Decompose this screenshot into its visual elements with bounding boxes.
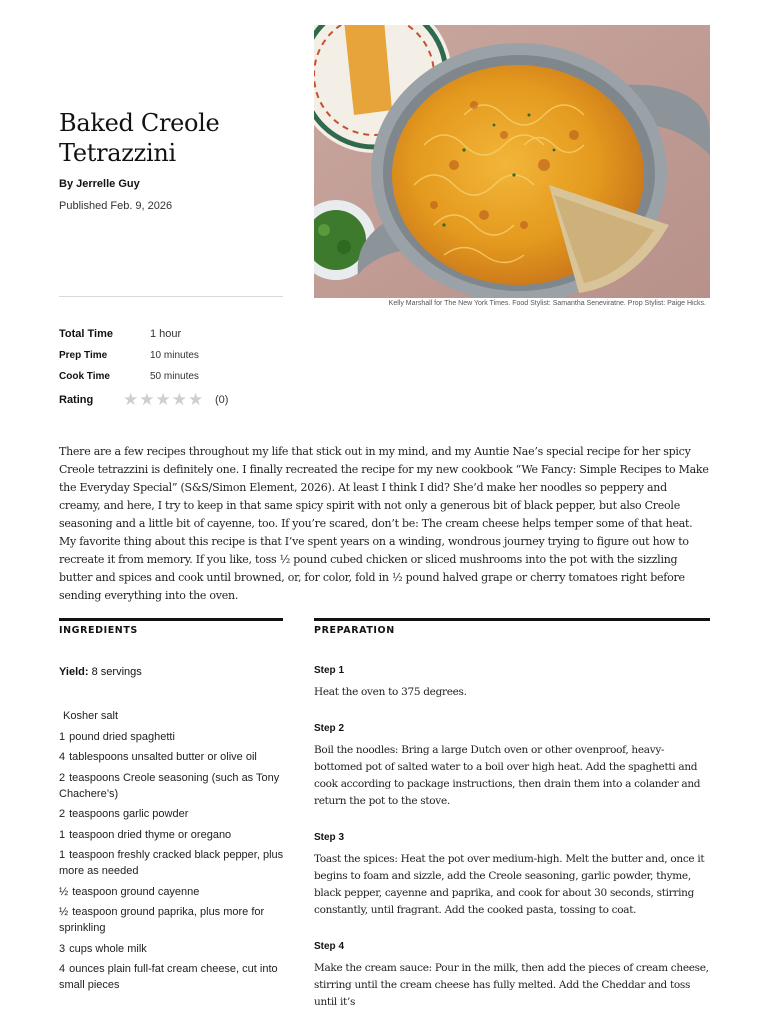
ingredient-text: teaspoons Creole seasoning (such as Tony Chachere’s): [59, 771, 280, 800]
ingredient-qty: ½: [59, 906, 69, 918]
yield: [59, 666, 142, 678]
step-label: Step 2: [314, 723, 345, 734]
ingredient-qty: 2: [59, 771, 66, 784]
recipe-meta: [59, 328, 299, 415]
ingredient-qty: ½: [59, 885, 69, 898]
prep-time-row: [59, 350, 299, 371]
ingredient-text: pound dried spaghetti: [69, 730, 175, 743]
step-text: Heat the oven to 375 degrees.: [314, 686, 467, 698]
ingredient-item: [59, 749, 291, 765]
ingredient-text: teaspoon ground paprika, plus more for sprinkling: [59, 906, 265, 934]
ingredients-rule: [59, 618, 283, 621]
step-label: Step 4: [314, 941, 345, 952]
ingredient-item: [59, 961, 291, 993]
ingredient-item: [59, 904, 291, 936]
step-text: Boil the noodles: Bring a large Dutch oven or other ovenproof, heavy-bottomed pot of salted water to a boil over high heat. Add the spaghetti and cook according to package instructions, then drain them into a colander and return the pot to the stove.: [314, 744, 701, 807]
yield-label: Yield:: [59, 666, 89, 678]
ingredient-qty: 1: [59, 849, 66, 861]
star-icon[interactable]: ★: [155, 390, 171, 409]
rating-row: [59, 390, 299, 415]
ingredient-text: teaspoon dried thyme or oregano: [69, 828, 232, 841]
ingredient-item: [59, 847, 291, 879]
rating-label: Rating: [59, 394, 94, 406]
step-label: Step 3: [314, 832, 345, 843]
cook-time-row: [59, 371, 299, 392]
star-icon[interactable]: ★: [139, 390, 155, 409]
ingredient-list: [59, 708, 291, 998]
header-divider: [59, 296, 283, 297]
preparation-heading: PREPARATION: [314, 625, 395, 636]
ingredient-text: cups whole milk: [69, 942, 147, 955]
prep-time-label: Prep Time: [59, 350, 108, 361]
ingredient-qty: 1: [59, 828, 66, 841]
ingredient-item: [59, 806, 291, 822]
author-byline[interactable]: By Jerrelle Guy: [59, 178, 140, 190]
rating-count: (0): [215, 394, 229, 406]
star-icon[interactable]: ★: [171, 390, 187, 409]
ingredient-qty: 4: [59, 751, 66, 763]
total-time-value: 1 hour: [150, 328, 182, 340]
step-text: Toast the spices: Heat the pot over medium-high. Melt the butter and, once it begins to foam and sizzle, add the Creole seasoning, garlic powder, thyme, black pepper, cayenne and paprika, and cook for about 30 seconds, stirring constantly, until fragrant. Add the cooked pasta, tossing to coat.: [314, 853, 705, 916]
ingredient-qty: 3: [59, 942, 66, 955]
photo-credit: Kelly Marshall for The New York Times. Food Stylist: Samantha Seneviratne. Prop Stylist: Paige Hicks.: [388, 300, 706, 307]
step-1: [314, 665, 710, 701]
ingredient-item: [59, 770, 291, 802]
published-date: Published Feb. 9, 2026: [59, 200, 173, 212]
step-text: Make the cream sauce: Pour in the milk, then add the pieces of cream cheese, stirring until the cream cheese has fully melted. Add the Cheddar and toss until it’s: [314, 962, 709, 1008]
preparation-rule: [314, 618, 710, 621]
step-3: [314, 832, 710, 919]
total-time-label: Total Time: [59, 328, 113, 340]
ingredient-qty: 2: [59, 808, 66, 820]
ingredient-item: [59, 708, 291, 724]
recipe-intro: There are a few recipes throughout my life that stick out in my mind, and my Auntie Nae’s special recipe for her spicy Creole tetrazzini is definitely one. I finally recreated the recipe for my new cookbook “We Fancy: Simple Recipes to Make the Everyday Special” (S&S/Simon Element, 2026). At least I think I did? She’d make her noodles so peppery and creamy, and here, I try to keep in that same spicy spirit with not only a generous bit of black pepper, but also Creole seasoning and a little bit of cayenne, too. If you’re scared, don’t be: The cream cheese helps temper some of that heat. My favorite thing about this recipe is that I’ve spent years on a winding, wondrous journey trying to figure out how to recreate it from memory. If you like, toss ½ pound cubed chicken or sliced mushrooms into the pot with the sizzling butter and spices and cook until browned, or, for color, fold in ½ pound halved grape or cherry tomatoes right before sending everything into the oven.: [59, 445, 709, 602]
ingredient-text: teaspoon freshly cracked black pepper, plus more as needed: [59, 849, 284, 877]
ingredient-item: [59, 827, 291, 843]
ingredient-text: teaspoons garlic powder: [69, 808, 189, 820]
ingredient-text: ounces plain full-fat cream cheese, cut into small pieces: [59, 963, 278, 991]
cook-time-label: Cook Time: [59, 371, 110, 382]
star-icon[interactable]: ★: [188, 390, 204, 409]
recipe-photo: [314, 25, 710, 298]
ingredient-item: [59, 884, 291, 900]
ingredient-item: [59, 941, 291, 957]
rating-stars[interactable]: [123, 391, 204, 408]
yield-value: 8 servings: [91, 666, 142, 678]
ingredient-qty: 4: [59, 963, 66, 975]
step-2: [314, 723, 710, 810]
star-icon[interactable]: ★: [123, 390, 139, 409]
prep-time-value: 10 minutes: [150, 350, 199, 361]
ingredient-text: Kosher salt: [63, 710, 119, 722]
ingredients-heading: INGREDIENTS: [59, 625, 138, 636]
ingredient-item: [59, 729, 291, 745]
recipe-title: Baked Creole Tetrazzini: [59, 109, 220, 167]
step-4: [314, 941, 710, 1011]
cook-time-value: 50 minutes: [150, 371, 199, 382]
ingredient-text: tablespoons unsalted butter or olive oil: [69, 751, 257, 763]
preparation-steps: [314, 665, 710, 1024]
total-time-row: [59, 328, 299, 349]
ingredient-text: teaspoon ground cayenne: [72, 885, 200, 898]
step-label: Step 1: [314, 665, 345, 676]
ingredient-qty: 1: [59, 730, 66, 743]
